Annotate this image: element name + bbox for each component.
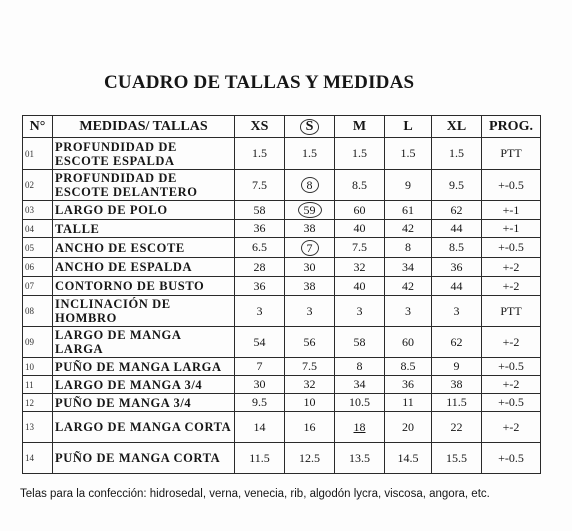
size-value-cell: 36 (235, 220, 285, 238)
measurement-label: LARGO DE MANGA 3/4 (53, 376, 235, 394)
table-row (23, 277, 541, 296)
size-value-cell: 10.5 (335, 394, 385, 412)
table-row (23, 394, 541, 412)
size-value-cell: 1.5 (235, 138, 285, 170)
tolerance-value: +-2 (482, 412, 541, 443)
size-value-cell: 36 (235, 277, 285, 296)
size-value-cell: 20 (385, 412, 432, 443)
size-value-cell: 34 (385, 258, 432, 277)
size-value-cell: 15.5 (432, 443, 482, 474)
tolerance-value: +-2 (482, 277, 541, 296)
size-value-cell: 13.5 (335, 443, 385, 474)
size-value-cell: 9.5 (432, 170, 482, 201)
size-value-cell: 54 (235, 327, 285, 358)
size-value-cell: 62 (432, 327, 482, 358)
table-row (23, 412, 541, 443)
measurement-label: TALLE (53, 220, 235, 238)
table-row (23, 220, 541, 238)
table-row (23, 238, 541, 258)
tolerance-value: +-0.5 (482, 443, 541, 474)
tolerance-value: +-0.5 (482, 238, 541, 258)
size-value-cell: 7 (235, 358, 285, 376)
measurement-label: PROFUNDIDAD DE ESCOTE ESPALDA (53, 138, 235, 170)
size-value-cell (285, 201, 335, 220)
table-row (23, 376, 541, 394)
size-value-cell: 56 (285, 327, 335, 358)
table-row (23, 170, 541, 201)
underline-mark: 18 (353, 419, 366, 434)
measurement-label: LARGO DE MANGA CORTA (53, 412, 235, 443)
size-value-cell: 40 (335, 220, 385, 238)
table-row (23, 327, 541, 358)
row-number: 09 (23, 327, 53, 358)
row-number: 07 (23, 277, 53, 296)
tolerance-value: +-2 (482, 376, 541, 394)
size-value-cell: 40 (335, 277, 385, 296)
table-row (23, 358, 541, 376)
size-value-cell: 3 (335, 296, 385, 327)
size-value-cell: 60 (385, 327, 432, 358)
size-value-cell: 14 (235, 412, 285, 443)
size-value-cell: 28 (235, 258, 285, 277)
size-value-cell: 32 (335, 258, 385, 277)
row-number: 10 (23, 358, 53, 376)
size-value-cell: 6.5 (235, 238, 285, 258)
size-value-cell: 9 (385, 170, 432, 201)
size-value-cell: 1.5 (385, 138, 432, 170)
table-body (23, 138, 541, 474)
tolerance-value: PTT (482, 138, 541, 170)
measurement-label: PUÑO DE MANGA 3/4 (53, 394, 235, 412)
size-value-cell: 58 (235, 201, 285, 220)
size-value-cell: 10 (285, 394, 335, 412)
size-value-cell: 36 (432, 258, 482, 277)
row-number: 08 (23, 296, 53, 327)
size-value-cell: 30 (285, 258, 335, 277)
header-measures: MEDIDAS/ TALLAS (53, 116, 235, 138)
row-number: 01 (23, 138, 53, 170)
table-header-row (23, 116, 541, 138)
size-value-cell: 11.5 (432, 394, 482, 412)
size-value-cell: 42 (385, 220, 432, 238)
table-row (23, 443, 541, 474)
header-number: N° (23, 116, 53, 138)
size-value-cell: 7.5 (235, 170, 285, 201)
header-size-m: M (335, 116, 385, 138)
size-value-cell: 62 (432, 201, 482, 220)
circled-mark: 8 (301, 177, 319, 193)
size-value-cell: 9.5 (235, 394, 285, 412)
measurement-label: ANCHO DE ESPALDA (53, 258, 235, 277)
size-value-cell: 8.5 (335, 170, 385, 201)
size-value-cell: 58 (335, 327, 385, 358)
measurement-label: LARGO DE MANGA LARGA (53, 327, 235, 358)
size-value-cell: 36 (385, 376, 432, 394)
circled-mark: S (300, 119, 320, 135)
table-row (23, 258, 541, 277)
table-row (23, 296, 541, 327)
size-value-cell: 11.5 (235, 443, 285, 474)
measurement-label: ANCHO DE ESCOTE (53, 238, 235, 258)
size-value-cell: 34 (335, 376, 385, 394)
header-size-xl: XL (432, 116, 482, 138)
tolerance-value: +-1 (482, 220, 541, 238)
size-value-cell: 3 (285, 296, 335, 327)
size-value-cell: 14.5 (385, 443, 432, 474)
size-value-cell (285, 238, 335, 258)
circled-mark: 59 (298, 202, 322, 218)
table-row (23, 138, 541, 170)
size-value-cell: 8 (385, 238, 432, 258)
fabrics-footnote: Telas para la confección: hidrosedal, verna, venecia, rib, algodón lycra, viscosa, angora, etc. (20, 488, 490, 500)
row-number: 14 (23, 443, 53, 474)
size-value-cell: 38 (432, 376, 482, 394)
header-size-l: L (385, 116, 432, 138)
measurement-label: PROFUNDIDAD DE ESCOTE DELANTERO (53, 170, 235, 201)
header-prog: PROG. (482, 116, 541, 138)
row-number: 04 (23, 220, 53, 238)
tolerance-value: +-0.5 (482, 394, 541, 412)
tolerance-value: +-1 (482, 201, 541, 220)
tolerance-value: +-0.5 (482, 358, 541, 376)
size-value-cell: 8.5 (432, 238, 482, 258)
table-row (23, 201, 541, 220)
size-chart-table (22, 115, 541, 474)
size-value-cell: 44 (432, 220, 482, 238)
row-number: 13 (23, 412, 53, 443)
measurement-label: LARGO DE POLO (53, 201, 235, 220)
size-value-cell: 60 (335, 201, 385, 220)
size-value-cell: 61 (385, 201, 432, 220)
size-value-cell (335, 412, 385, 443)
measurement-label: PUÑO DE MANGA CORTA (53, 443, 235, 474)
tolerance-value: +-2 (482, 258, 541, 277)
size-value-cell: 1.5 (285, 138, 335, 170)
size-value-cell: 38 (285, 220, 335, 238)
size-value-cell: 30 (235, 376, 285, 394)
tolerance-value: PTT (482, 296, 541, 327)
row-number: 12 (23, 394, 53, 412)
size-value-cell: 9 (432, 358, 482, 376)
size-value-cell: 3 (432, 296, 482, 327)
measurement-label: CONTORNO DE BUSTO (53, 277, 235, 296)
measurement-label: PUÑO DE MANGA LARGA (53, 358, 235, 376)
row-number: 11 (23, 376, 53, 394)
size-value-cell: 1.5 (335, 138, 385, 170)
size-value-cell: 42 (385, 277, 432, 296)
circled-mark: 7 (301, 240, 319, 256)
size-value-cell: 44 (432, 277, 482, 296)
row-number: 03 (23, 201, 53, 220)
page-title: CUADRO DE TALLAS Y MEDIDAS (104, 72, 415, 93)
row-number: 05 (23, 238, 53, 258)
tolerance-value: +-0.5 (482, 170, 541, 201)
header-size-xs: XS (235, 116, 285, 138)
size-value-cell: 3 (235, 296, 285, 327)
size-value-cell: 38 (285, 277, 335, 296)
size-value-cell: 22 (432, 412, 482, 443)
size-value-cell: 12.5 (285, 443, 335, 474)
size-value-cell: 7.5 (285, 358, 335, 376)
size-value-cell: 11 (385, 394, 432, 412)
size-value-cell: 8 (335, 358, 385, 376)
header-size-s (285, 116, 335, 138)
size-value-cell: 8.5 (385, 358, 432, 376)
measurement-label: INCLINACIÓN DE HOMBRO (53, 296, 235, 327)
size-value-cell: 7.5 (335, 238, 385, 258)
tolerance-value: +-2 (482, 327, 541, 358)
row-number: 06 (23, 258, 53, 277)
size-value-cell: 16 (285, 412, 335, 443)
size-value-cell: 3 (385, 296, 432, 327)
size-value-cell (285, 170, 335, 201)
row-number: 02 (23, 170, 53, 201)
size-value-cell: 1.5 (432, 138, 482, 170)
size-value-cell: 32 (285, 376, 335, 394)
